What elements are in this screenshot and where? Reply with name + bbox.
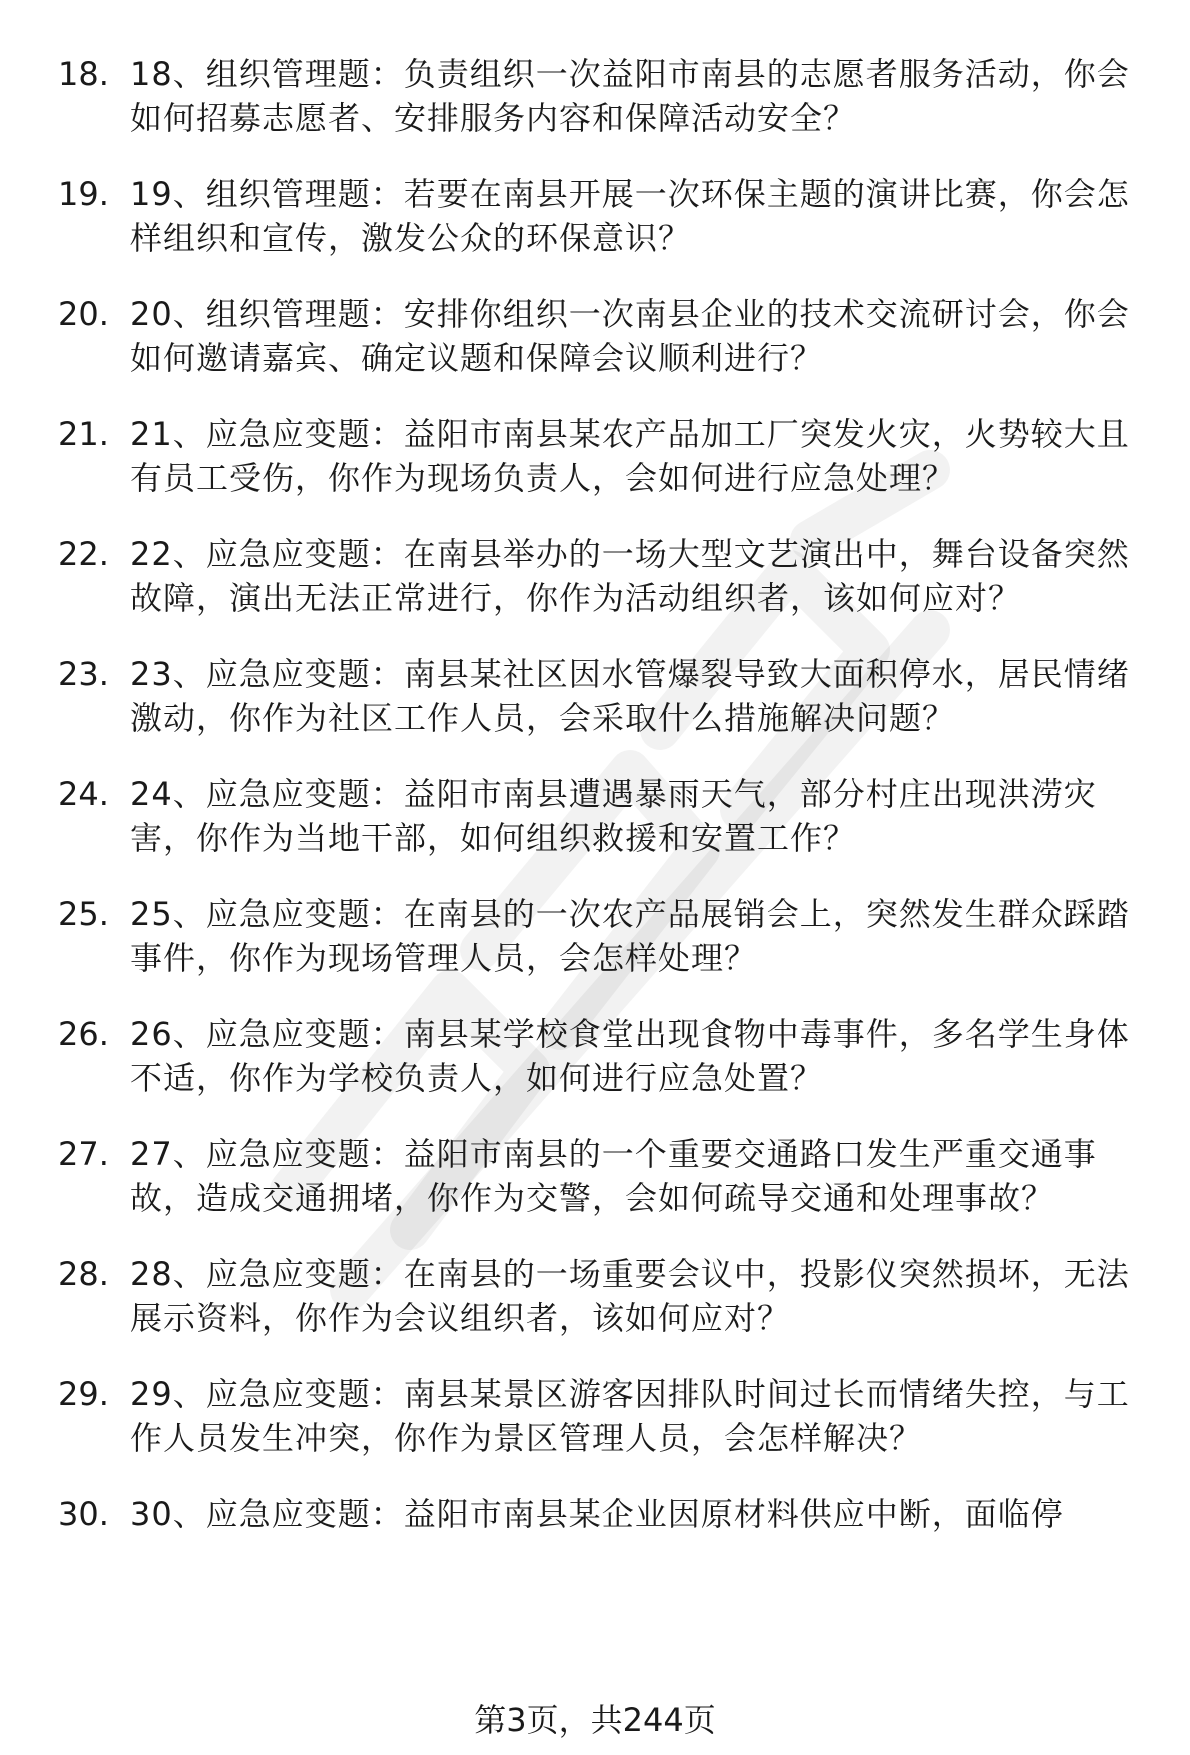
question-text: 20、组织管理题：安排你组织一次南县企业的技术交流研讨会，你会如何邀请嘉宾、确定议题和保障会议顺利进行？ bbox=[130, 295, 1130, 377]
question-number: 23. bbox=[58, 655, 109, 693]
question-item bbox=[58, 1372, 1158, 1460]
question-number: 18. bbox=[58, 55, 109, 93]
question-item bbox=[58, 172, 1158, 260]
question-number: 25. bbox=[58, 895, 109, 933]
question-item bbox=[58, 1492, 1158, 1536]
question-item bbox=[58, 292, 1158, 380]
question-text: 26、应急应变题：南县某学校食堂出现食物中毒事件，多名学生身体不适，你作为学校负责人，如何进行应急处置？ bbox=[130, 1015, 1130, 1097]
question-text: 23、应急应变题：南县某社区因水管爆裂导致大面积停水，居民情绪激动，你作为社区工作人员，会采取什么措施解决问题？ bbox=[130, 655, 1130, 737]
question-number: 28. bbox=[58, 1255, 109, 1293]
question-item bbox=[58, 52, 1158, 140]
question-item bbox=[58, 1012, 1158, 1100]
question-text: 28、应急应变题：在南县的一场重要会议中，投影仪突然损坏，无法展示资料，你作为会议组织者，该如何应对？ bbox=[130, 1255, 1130, 1337]
page-footer: 第3页，共244页 bbox=[474, 1701, 716, 1739]
question-text: 24、应急应变题：益阳市南县遭遇暴雨天气，部分村庄出现洪涝灾害，你作为当地干部，如何组织救援和安置工作？ bbox=[130, 775, 1097, 857]
question-text: 19、组织管理题：若要在南县开展一次环保主题的演讲比赛，你会怎样组织和宣传，激发公众的环保意识？ bbox=[130, 175, 1130, 257]
question-text: 27、应急应变题：益阳市南县的一个重要交通路口发生严重交通事故，造成交通拥堵，你作为交警，会如何疏导交通和处理事故？ bbox=[130, 1135, 1097, 1217]
question-number: 21. bbox=[58, 415, 109, 453]
question-number: 29. bbox=[58, 1375, 109, 1413]
question-number: 24. bbox=[58, 775, 109, 813]
question-number: 26. bbox=[58, 1015, 109, 1053]
question-number: 27. bbox=[58, 1135, 109, 1173]
question-text: 30、应急应变题：益阳市南县某企业因原材料供应中断，面临停 bbox=[130, 1495, 1064, 1533]
question-text: 22、应急应变题：在南县举办的一场大型文艺演出中，舞台设备突然故障，演出无法正常进行，你作为活动组织者，该如何应对？ bbox=[130, 535, 1130, 617]
question-text: 21、应急应变题：益阳市南县某农产品加工厂突发火灾，火势较大且有员工受伤，你作为现场负责人，会如何进行应急处理？ bbox=[130, 415, 1130, 497]
question-number: 30. bbox=[58, 1495, 109, 1533]
question-item bbox=[58, 1132, 1158, 1220]
question-text: 18、组织管理题：负责组织一次益阳市南县的志愿者服务活动，你会如何招募志愿者、安排服务内容和保障活动安全？ bbox=[130, 55, 1130, 137]
question-item bbox=[58, 1252, 1158, 1340]
question-item bbox=[58, 892, 1158, 980]
question-item bbox=[58, 652, 1158, 740]
question-item bbox=[58, 772, 1158, 860]
question-text: 29、应急应变题：南县某景区游客因排队时间过长而情绪失控，与工作人员发生冲突，你作为景区管理人员，会怎样解决？ bbox=[130, 1375, 1130, 1457]
question-list bbox=[58, 52, 1158, 1568]
question-number: 20. bbox=[58, 295, 109, 333]
question-number: 22. bbox=[58, 535, 109, 573]
question-item bbox=[58, 412, 1158, 500]
question-text: 25、应急应变题：在南县的一次农产品展销会上，突然发生群众踩踏事件，你作为现场管理人员，会怎样处理？ bbox=[130, 895, 1130, 977]
question-item bbox=[58, 532, 1158, 620]
question-number: 19. bbox=[58, 175, 109, 213]
